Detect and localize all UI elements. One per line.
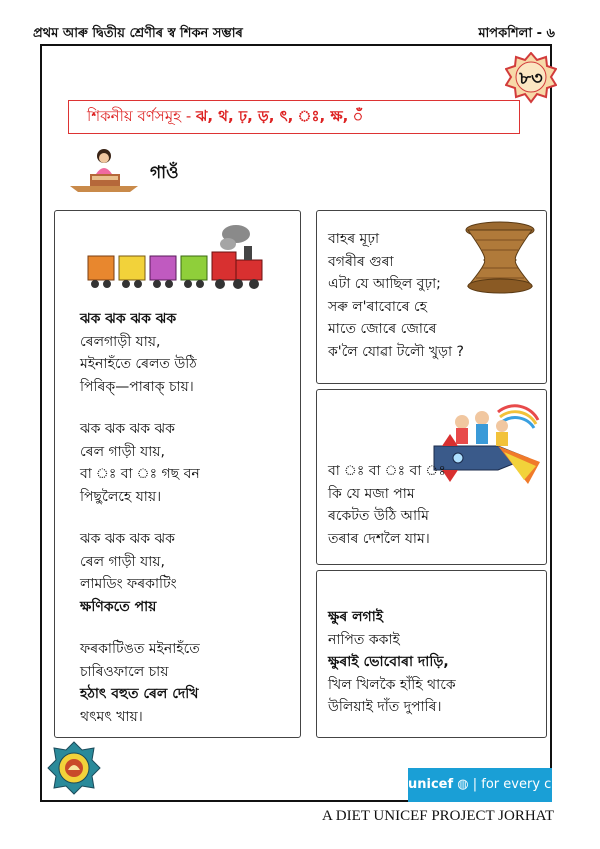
- poem-line: মইনাহঁতে ৰেলত উঠি: [80, 356, 197, 373]
- poem-line: বাহৰ মূঢ়া: [328, 231, 380, 247]
- unicef-banner: unicef ◍ | for every child: [408, 768, 552, 802]
- train-stanza-3: [80, 528, 177, 618]
- page-number: ৮৩: [519, 68, 543, 89]
- poem-line: লামডিং ফৰকাটিং: [80, 576, 177, 593]
- poem-line: থৎমৎ খায়।: [80, 708, 143, 725]
- train-stanza-1: [80, 308, 197, 398]
- poem-line: উলিয়াই দাঁত দুপাৰি।: [328, 699, 442, 716]
- globe-icon: ◍: [453, 777, 473, 792]
- learning-letters-box: [68, 100, 520, 134]
- book-title: মাপকশিলা - ৬: [478, 26, 555, 41]
- poem-line: ঝক ঝক ঝক ঝক: [80, 531, 175, 547]
- stool-poem: [328, 228, 464, 364]
- poem-line: ৰেল গাড়ী যায়,: [80, 553, 165, 570]
- poem-line: ঝক ঝক ঝক ঝক: [80, 311, 177, 327]
- unicef-tagline: for every child: [481, 777, 576, 792]
- section-title: গাওঁ: [150, 163, 179, 183]
- poem-line: খিল খিলকৈ হাঁহি থাকে: [328, 676, 456, 693]
- poem-line: ৰকেটত উঠি আমি: [328, 508, 429, 525]
- cane-stool-illustration: [458, 220, 542, 296]
- letters-label: শিকনীয় বৰ্ণসমূহ -: [87, 107, 196, 125]
- poem-line: ঝক ঝক ঝক ঝক: [80, 421, 175, 437]
- train-illustration: [86, 222, 268, 298]
- poem-line: এটা যে আছিল বুঢ়া;: [328, 276, 441, 293]
- poem-line: ৰেল গাড়ী যায়,: [80, 443, 165, 460]
- poem-line: কি যে মজা পাম: [328, 485, 415, 502]
- poem-line: পিছুলৈহে যায়।: [80, 488, 162, 505]
- series-title: প্ৰথম আৰু দ্বিতীয় শ্ৰেণীৰ স্ব শিকন সম্ভাৰ: [33, 26, 243, 41]
- train-stanza-2: [80, 418, 200, 508]
- poem-line: মাতে জোৰে জোৰে: [328, 321, 437, 338]
- girl-singing-illustration: [66, 146, 142, 194]
- poem-line: নাপিত ককাই: [328, 631, 400, 648]
- poem-line: ৰেলগাড়ী যায়,: [80, 333, 161, 350]
- poem-line: বা ঃ বা ঃ বা ঃ: [328, 463, 446, 479]
- poem-line: চাৰিওফালে চায়: [80, 663, 169, 680]
- poem-line: হঠাৎ বহুত ৰেল দেখি: [80, 686, 199, 703]
- poem-line: তৰাৰ দেশলৈ যাম।: [328, 530, 430, 547]
- diet-emblem-logo: [46, 740, 102, 796]
- poem-line: পিৰিক্‌—পাৰাক্‌ চায়।: [80, 378, 194, 395]
- poem-line: ক্ষুৰ লগাই: [328, 609, 384, 625]
- poem-line: ফৰকাটিঙত মইনাহঁতে: [80, 641, 200, 657]
- rocket-poem: [328, 460, 446, 550]
- poem-line: সৰু ল'ৰাবোৰে হে: [328, 298, 427, 315]
- poem-line: ক্ষণিকতে পায়: [80, 598, 157, 615]
- train-stanza-4: [80, 638, 200, 728]
- poem-line: বগৰীৰ গুৰা: [328, 253, 394, 270]
- unicef-brand: unicef: [408, 777, 454, 792]
- poem-line: ক্ষুৰাই ভোবোৰা দাড়ি,: [328, 654, 449, 671]
- poem-line: ক'লৈ যোৱা টলৌ খুড়া ?: [328, 343, 464, 360]
- letters-list: ঝ, থ, ঢ়, ড়, ৎ, ঃ, ক্ষ, ँ: [196, 107, 363, 125]
- barber-poem: [328, 606, 456, 719]
- page-number-badge: [505, 52, 557, 104]
- project-footer: A DIET UNICEF PROJECT JORHAT: [322, 808, 554, 824]
- poem-line: বা ঃ বা ঃ গছ বন: [80, 466, 200, 483]
